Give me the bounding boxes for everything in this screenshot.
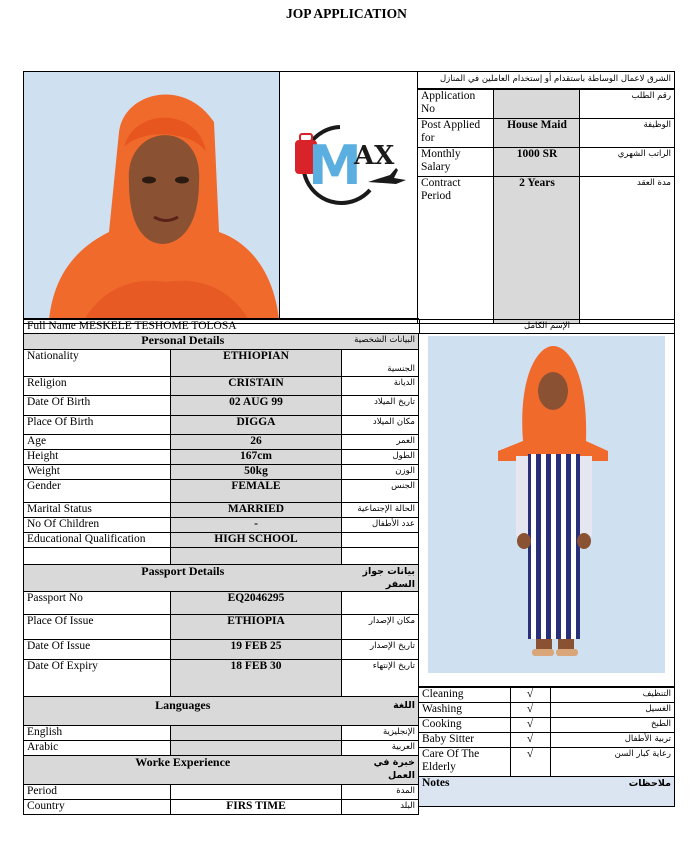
skill-row [419,688,675,703]
row-arabic: الجنس [342,480,419,503]
row-arabic: العربية [342,741,419,756]
check-icon: √ [510,718,550,733]
personal-details-table [23,333,419,815]
personal-row [24,396,419,416]
personal-row [24,533,419,548]
row-value: 26 [171,435,342,450]
app-arabic: مدة العقد [580,177,674,323]
row-arabic: الديانة [342,377,419,396]
row-label: Gender [24,480,171,503]
row-label: Date Of Expiry [24,660,171,697]
row-label: Weight [24,465,171,480]
logo-letter-m: M [308,134,362,197]
row-value: EQ2046295 [171,592,342,615]
row-label: Period [24,785,171,800]
row-value: FEMALE [171,480,342,503]
personal-row [24,377,419,396]
app-label: Contract Period [418,177,494,323]
personal-row [24,465,419,480]
app-arabic: الراتب الشهري [580,148,674,177]
row-value [171,726,342,741]
personal-row [24,518,419,533]
row-value: FIRS TIME [171,800,342,815]
full-body-photo [428,336,665,673]
row-label: Arabic [24,741,171,756]
skill-label: Baby Sitter [419,733,510,748]
row-label: No Of Children [24,518,171,533]
row-arabic: البلد [342,800,419,815]
row-label: Marital Status [24,503,171,518]
skill-label: Washing [419,703,510,718]
row-value: 19 FEB 25 [171,640,342,660]
row-value: DIGGA [171,416,342,435]
row-label: Date Of Issue [24,640,171,660]
application-row-2 [418,148,674,177]
row-label: Nationality [24,350,171,377]
full-name-arabic: الإسم الكامل [420,320,675,334]
row-arabic: العمر [342,435,419,450]
full-body-photo-frame [419,333,675,687]
row-label: Place Of Birth [24,416,171,435]
row-value: 18 FEB 30 [171,660,342,697]
row-arabic: عدد الأطفال [342,518,419,533]
row-label: Passport No [24,592,171,615]
personal-row [24,480,419,503]
languages-title: Languages [24,697,342,726]
skill-label: Cleaning [419,688,510,703]
row-arabic [342,533,419,548]
language-row [24,726,419,741]
row-arabic: مكان الميلاد [342,416,419,435]
row-arabic: تاريخ الإصدار [342,640,419,660]
languages-arabic: اللغة [342,697,419,726]
row-arabic: المدة [342,785,419,800]
app-arabic: الوظيفة [580,119,674,148]
language-row [24,741,419,756]
app-label: Application No [418,90,494,119]
check-icon: √ [510,733,550,748]
application-row-0 [418,90,674,119]
app-value [494,90,580,119]
app-value: 1000 SR [494,148,580,177]
row-arabic: الإنجليزية [342,726,419,741]
check-icon: √ [510,748,550,777]
personal-title: Personal Details [24,334,342,350]
row-value: 50kg [171,465,342,480]
passport-row [24,640,419,660]
row-arabic: مكان الإصدار [342,615,419,640]
row-arabic: الطول [342,450,419,465]
skill-label: Care Of The Elderly [419,748,510,777]
full-name-value: MESKELE TESHOME TOLOSA [78,320,237,332]
row-value: CRISTAIN [171,377,342,396]
row-label: Country [24,800,171,815]
passport-header [24,565,419,592]
skill-arabic: تربية الأطفال [550,733,675,748]
row-label: Age [24,435,171,450]
application-row-3 [418,177,674,323]
personal-row [24,350,419,377]
row-arabic [342,592,419,615]
blank-row [24,548,419,565]
passport-arabic: بيانات جواز السفر [342,565,419,592]
notes-row [419,777,675,807]
personal-row [24,416,419,435]
row-value: ETHIOPIAN [171,350,342,377]
full-name-label: Full Name [27,320,76,332]
row-label: Religion [24,377,171,396]
experience-row [24,785,419,800]
full-name-row [23,319,675,334]
row-value: 02 AUG 99 [171,396,342,416]
row-label: Educational Qualification [24,533,171,548]
page-title: JOP APPLICATION [286,6,407,21]
top-border-frame [23,71,675,324]
app-value: 2 Years [494,177,580,323]
check-icon: √ [510,688,550,703]
passport-row [24,660,419,697]
passport-title: Passport Details [24,565,342,592]
row-arabic: الجنسية [342,350,419,377]
row-label: Date Of Birth [24,396,171,416]
row-label: Place Of Issue [24,615,171,640]
row-arabic: تاريخ الميلاد [342,396,419,416]
skill-arabic: التنظيف [550,688,675,703]
personal-arabic: البيانات الشخصية [342,334,419,350]
row-value [171,741,342,756]
row-arabic: تاريخ الإنتهاء [342,660,419,697]
languages-header [24,697,419,726]
skill-row [419,703,675,718]
skill-arabic: الطبخ [550,718,675,733]
skills-table [419,687,675,807]
notes-arabic: ملاحظات [550,777,675,807]
skill-arabic: الغسيل [550,703,675,718]
notes-label: Notes [419,777,510,807]
row-value: - [171,518,342,533]
row-value [171,785,342,800]
app-label: Monthly Salary [418,148,494,177]
passport-row [24,615,419,640]
experience-row [24,800,419,815]
app-arabic: رقم الطلب [580,90,674,119]
skill-label: Cooking [419,718,510,733]
row-arabic: الحالة الإجتماعية [342,503,419,518]
personal-header [24,334,419,350]
skill-row [419,748,675,777]
personal-row [24,503,419,518]
application-table [418,89,674,323]
row-arabic: الوزن [342,465,419,480]
application-row-1 [418,119,674,148]
row-value: ETHIOPIA [171,615,342,640]
passport-row [24,592,419,615]
logo-letters-ax: AX [354,141,395,171]
row-value: MARRIED [171,503,342,518]
app-value: House Maid [494,119,580,148]
personal-row [24,435,419,450]
row-value: HIGH SCHOOL [171,533,342,548]
skill-row [419,733,675,748]
row-label: English [24,726,171,741]
app-label: Post Applied for [418,119,494,148]
experience-header [24,756,419,785]
check-icon: √ [510,703,550,718]
row-label: Height [24,450,171,465]
skill-row [419,718,675,733]
header-arabic: الشرق لاعمال الوساطة باستقدام أو إستخدام العاملين في المنازل [418,72,674,89]
personal-row [24,450,419,465]
row-value: 167cm [171,450,342,465]
experience-title: Worke Experience [24,756,342,785]
experience-arabic: خبرة في العمل [342,756,419,785]
skill-arabic: رعاية كبار السن [550,748,675,777]
